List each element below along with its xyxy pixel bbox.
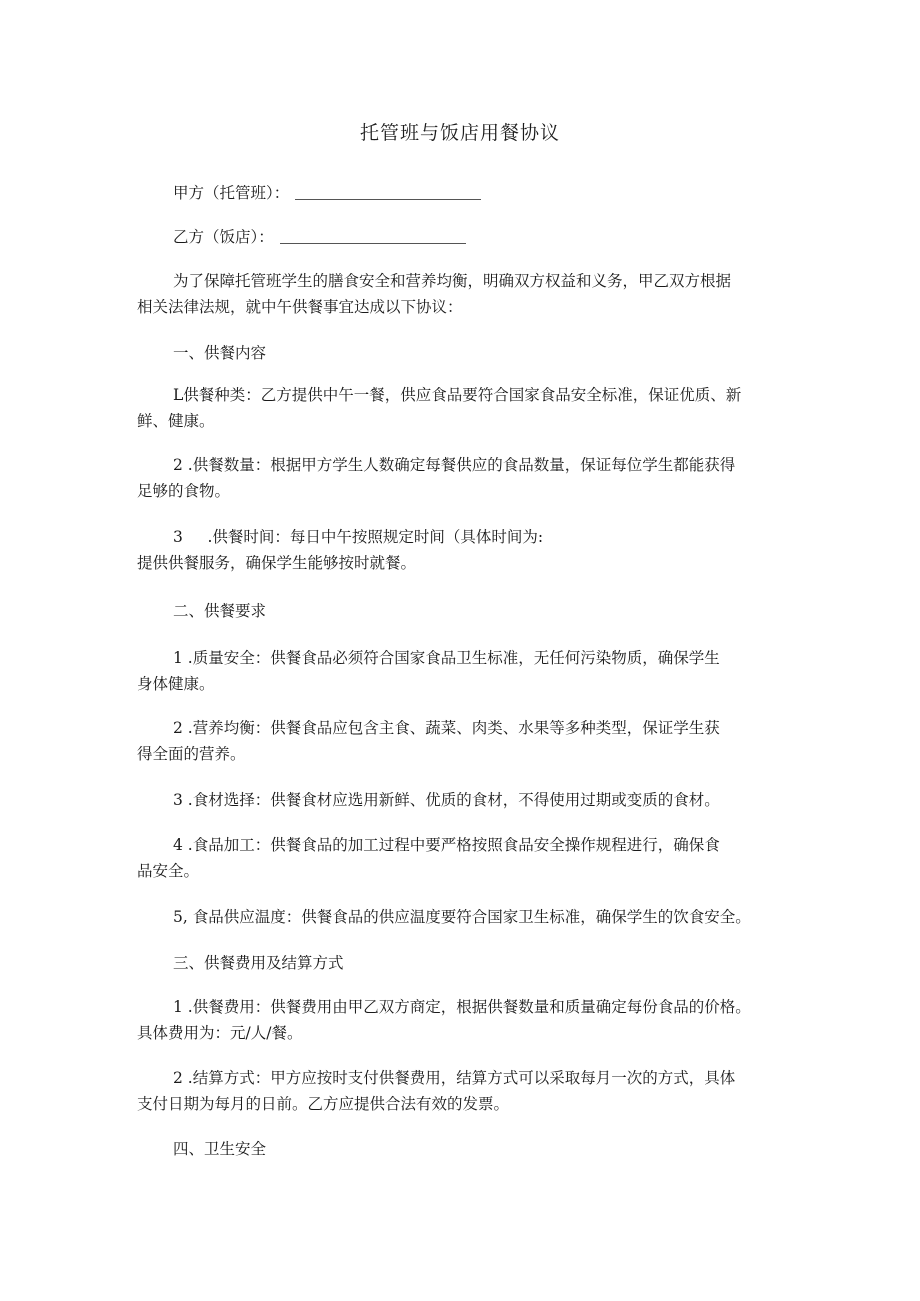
clause-3-1 bbox=[137, 994, 797, 1046]
clause-3-1-line-2: 具体费用为：元/人/餐。 bbox=[137, 1024, 303, 1042]
intro-paragraph bbox=[137, 268, 797, 320]
clause-3-1-line-1: 1 .供餐费用：供餐费用由甲乙双方商定，根据供餐数量和质量确定每份食品的价格。 bbox=[173, 998, 751, 1016]
party-a-label: 甲方（托管班）： bbox=[173, 184, 290, 202]
clause-2-5-line-1: 5, 食品供应温度：供餐食品的供应温度要符合国家卫生标准，确保学生的饮食安全。 bbox=[173, 908, 751, 926]
intro-line-1: 为了保障托管班学生的膳食安全和营养均衡，明确双方权益和义务，甲乙双方根据 bbox=[173, 272, 732, 290]
clause-2-4 bbox=[137, 832, 797, 884]
clause-1-3 bbox=[137, 524, 797, 576]
clause-1-1-line-1: L供餐种类：乙方提供中午一餐，供应食品要符合国家食品安全标准，保证优质、新 bbox=[173, 386, 742, 404]
clause-2-3 bbox=[137, 787, 797, 813]
clause-2-1 bbox=[137, 645, 797, 697]
party-b-line bbox=[173, 224, 466, 250]
clause-3-2-line-2: 支付日期为每月的日前。乙方应提供合法有效的发票。 bbox=[137, 1095, 510, 1113]
clause-1-3-line-1: 3 .供餐时间：每日中午按照规定时间（具体时间为: bbox=[173, 528, 544, 546]
clause-1-2-line-2: 足够的食物。 bbox=[137, 482, 231, 500]
party-b-label: 乙方（饭店）： bbox=[173, 228, 274, 246]
clause-1-1-line-2: 鲜、健康。 bbox=[137, 412, 215, 430]
section-4-heading: 四、卫生安全 bbox=[173, 1140, 267, 1158]
clause-2-1-line-2: 身体健康。 bbox=[137, 675, 215, 693]
section-2-heading: 二、供餐要求 bbox=[173, 602, 267, 620]
clause-1-1 bbox=[137, 382, 797, 434]
party-a-line bbox=[173, 180, 481, 206]
clause-2-4-line-1: 4 .食品加工：供餐食品的加工过程中要严格按照食品安全操作规程进行，确保食 bbox=[173, 836, 720, 854]
clause-3-2-line-1: 2 .结算方式：甲方应按时支付供餐费用，结算方式可以采取每月一次的方式，具体 bbox=[173, 1069, 736, 1087]
intro-line-2: 相关法律法规，就中午供餐事宜达成以下协议： bbox=[137, 298, 463, 316]
clause-2-4-line-2: 品安全。 bbox=[137, 862, 200, 880]
clause-2-2-line-2: 得全面的营养。 bbox=[137, 745, 246, 763]
clause-2-2-line-1: 2 .营养均衡：供餐食品应包含主食、蔬菜、肉类、水果等多种类型，保证学生获 bbox=[173, 719, 720, 737]
party-a-blank bbox=[295, 185, 481, 200]
clause-2-5 bbox=[137, 904, 797, 930]
document-title: 托管班与饭店用餐协议 bbox=[359, 122, 560, 144]
clause-2-3-line-1: 3 .食材选择：供餐食材应选用新鲜、优质的食材，不得使用过期或变质的食材。 bbox=[173, 791, 720, 809]
clause-1-2 bbox=[137, 452, 797, 504]
clause-1-3-line-2: 提供供餐服务，确保学生能够按时就餐。 bbox=[137, 554, 417, 572]
clause-2-2 bbox=[137, 715, 797, 767]
section-3-heading: 三、供餐费用及结算方式 bbox=[173, 954, 344, 972]
clause-2-1-line-1: 1 .质量安全：供餐食品必须符合国家食品卫生标准，无任何污染物质，确保学生 bbox=[173, 649, 720, 667]
party-b-blank bbox=[280, 229, 466, 244]
clause-1-2-line-1: 2 .供餐数量：根据甲方学生人数确定每餐供应的食品数量，保证每位学生都能获得 bbox=[173, 456, 736, 474]
clause-3-2 bbox=[137, 1065, 797, 1117]
section-1-heading: 一、供餐内容 bbox=[173, 344, 267, 362]
